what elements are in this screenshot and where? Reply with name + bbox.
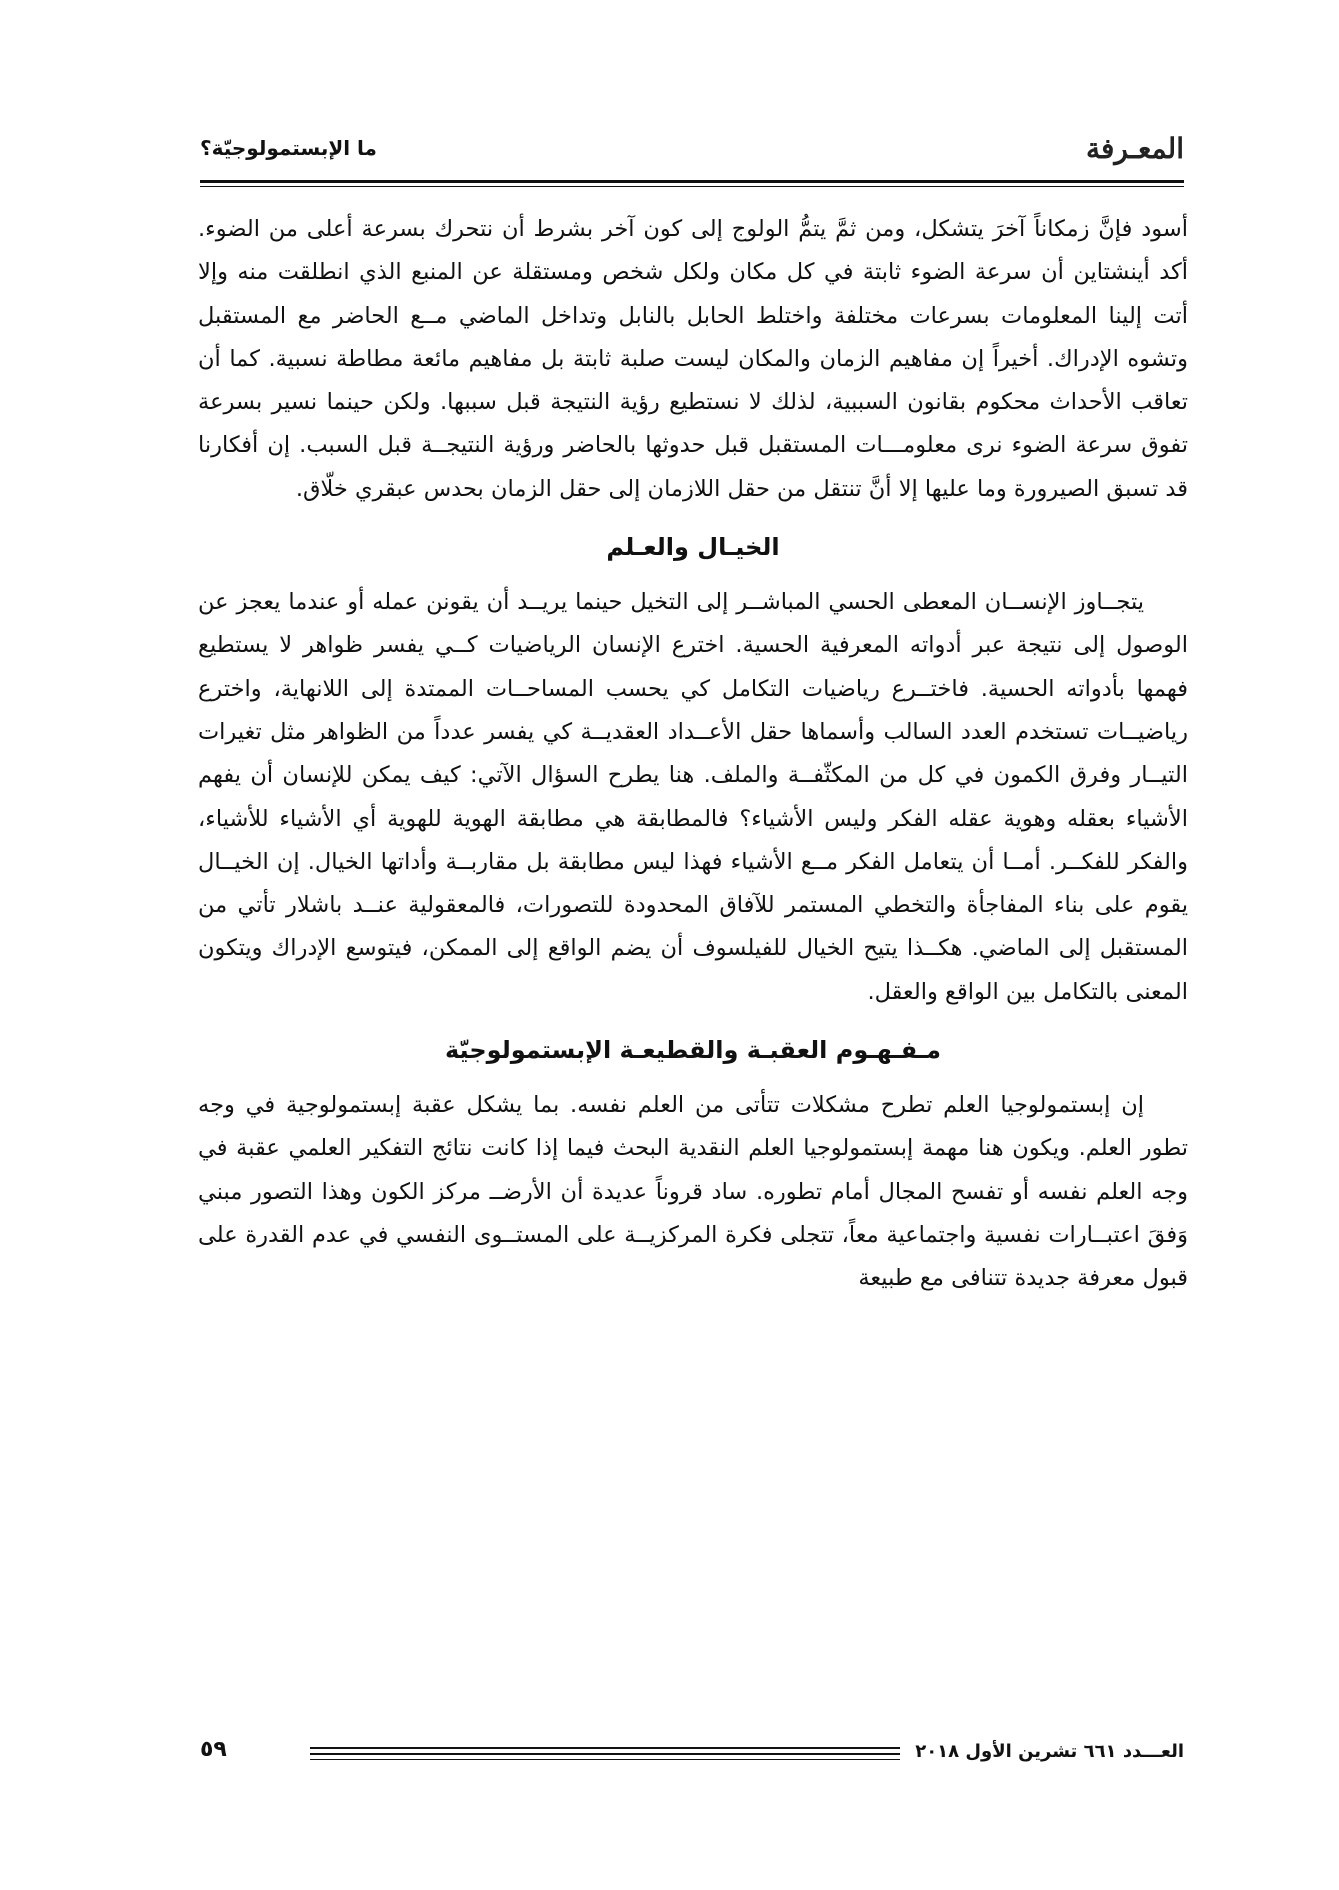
page-number: ٥٩	[200, 1737, 227, 1762]
footer-rule	[310, 1753, 900, 1755]
section-heading-epistemological-obstacle: مـفـهـوم العقبـة والقطيعـة الإبستمولوجيّة	[445, 1036, 941, 1065]
header-rule-thin	[200, 186, 1184, 187]
page-footer	[200, 1735, 1184, 1775]
journal-logo: المعـرفة	[1085, 132, 1184, 165]
issue-info: العـــدد ٦٦١ تشرين الأول ٢٠١٨	[915, 1741, 1184, 1762]
footer-rule	[310, 1759, 900, 1760]
article-title: ما الإبستمولوجيّة؟	[200, 136, 377, 160]
article-body	[198, 208, 1188, 1301]
paragraph-3: إن إبستمولوجيا العلم تطرح مشكلات تتأتى من العلم نفسه. بما يشكل عقبة إبستمولوجية في وجه تطور العلم. ويكون هنا مهمة إبستمولوجيا العلم النقدية البحث فيما إذا كانت نتائج التفكير العلمي عقبة في وجه العلم نفسه أو تفسح المجال أمام تطوره. ساد قروناً عديدة أن الأرضــ مركز الكون وهذا التصور مبني وَفقَ اعتبــارات نفسية واجتماعية معاً، تتجلى فكرة المركزيــة على المستــوى النفسي في عدم القدرة على قبول معرفة جديدة تتنافى مع طبيعة	[198, 1092, 1188, 1292]
paragraph-1: أسود فإنَّ زمكاناً آخرَ يتشكل، ومن ثمَّ يتمُّ الولوج إلى كون آخر بشرط أن نتحرك بسرعة أعلى من الضوء. أكد أينشتاين أن سرعة الضوء ثابتة في كل مكان ولكل شخص ومستقلة عن المنبع الذي انطلقت منه وإلا أتت إلينا المعلومات بسرعات مختلفة واختلط الحابل بالنابل وتداخل الماضي مــع الحاضر مع المستقبل وتشوه الإدراك. أخيراً إن مفاهيم الزمان والمكان ليست صلبة ثابتة بل مفاهيم مائعة مطاطة نسبية. كما أن تعاقب الأحداث محكوم بقانون السببية، لذلك لا نستطيع رؤية النتيجة قبل سببها. ولكن حينما نسير بسرعة تفوق سرعة الضوء نرى معلومـــات المستقبل قبل حدوثها بالحاضر ورؤية النتيجــة قبل السبب. إن أفكارنا قد تسبق الصيرورة وما عليها إلا أنَّ تنتقل من حقل اللازمان إلى حقل الزمان بحدس عبقري خلّاق.	[198, 216, 1188, 502]
footer-rule	[310, 1747, 900, 1749]
running-header	[200, 128, 1184, 174]
paragraph-2: يتجــاوز الإنســان المعطى الحسي المباشــر إلى التخيل حينما يريــد أن يقونن عمله أو عندما يعجز عن الوصول إلى نتيجة عبر أدواته المعرفية الحسية. اخترع الإنسان الرياضيات كــي يفسر ظواهر لا يستطيع فهمها بأدواته الحسية. فاختــرع رياضيات التكامل كي يحسب المساحــات الممتدة إلى اللانهاية، واخترع رياضيــات تستخدم العدد السالب وأسماها حقل الأعــداد العقديــة كي يفسر عدداً من الظواهر مثل تغيرات التيــار وفرق الكمون في كل من المكثّفــة والملف. هنا يطرح السؤال الآتي: كيف يمكن للإنسان أن يفهم الأشياء بعقله وهوية عقله الفكر وليس الأشياء؟ فالمطابقة هي مطابقة الهوية للهوية أي الأشياء للأشياء، والفكر للفكــر. أمــا أن يتعامل الفكر مــع الأشياء فهذا ليس مطابقة بل مقاربــة وأداتها الخيال. إن الخيــال يقوم على بناء المفاجأة والتخطي المستمر للآفاق المحدودة للتصورات، فالمعقولية عنــد باشلار تأتي من المستقبل إلى الماضي. هكــذا يتيح الخيال للفيلسوف أن يضم الواقع إلى الممكن، فيتوسع الإدراك ويتكون المعنى بالتكامل بين الواقع والعقل.	[198, 589, 1188, 1005]
header-rule	[200, 180, 1184, 183]
section-heading-imagination: الخيـال والعـلم	[606, 533, 780, 562]
